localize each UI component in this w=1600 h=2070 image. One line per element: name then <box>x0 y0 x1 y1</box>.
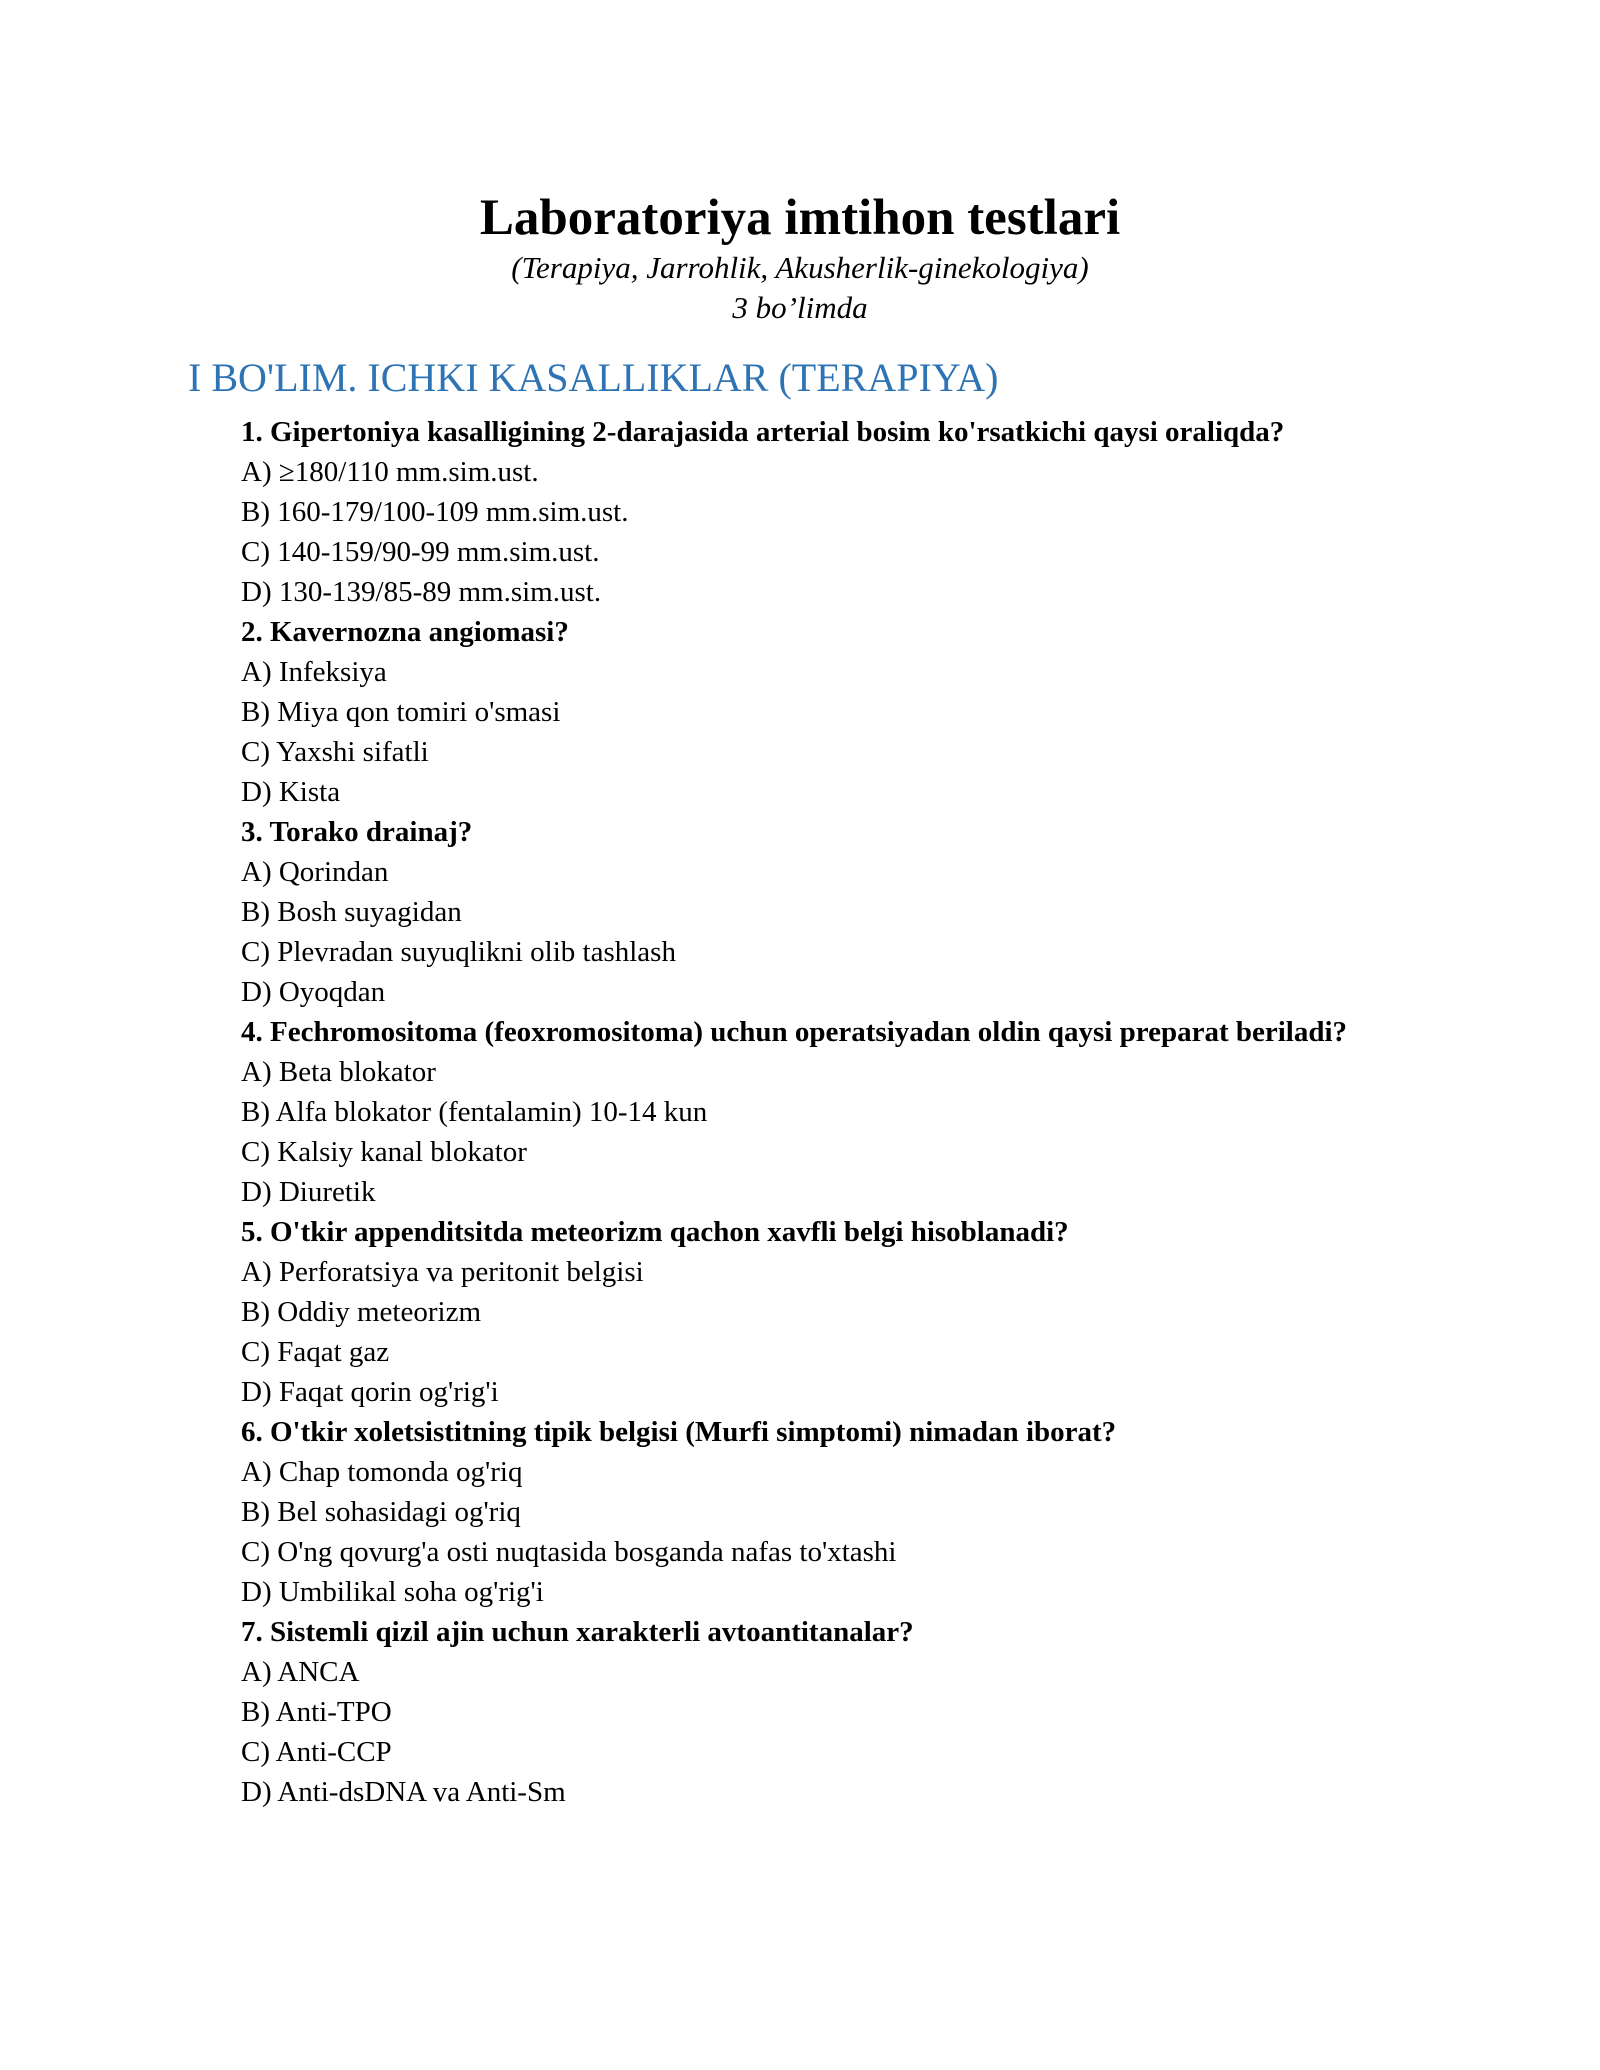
answer-option: C) Plevradan suyuqlikni olib tashlash <box>241 936 676 968</box>
document-title: Laboratoriya imtihon testlari <box>479 190 1121 246</box>
question-block <box>241 412 1381 612</box>
answer-option: B) Miya qon tomiri o'smasi <box>241 696 561 728</box>
answer-option: C) Faqat gaz <box>241 1336 390 1368</box>
question-block <box>241 1412 1381 1612</box>
answer-option: A) Perforatsiya va peritonit belgisi <box>241 1256 644 1288</box>
answer-option: B) Bel sohasidagi og'riq <box>241 1496 521 1528</box>
question-block <box>241 612 1381 812</box>
question-text: 5. O'tkir appenditsitda meteorizm qachon xavfli belgi hisoblanadi? <box>241 1216 1069 1248</box>
answer-option: C) O'ng qovurg'a osti nuqtasida bosganda nafas to'xtashi <box>241 1536 897 1568</box>
question-block <box>241 1212 1381 1412</box>
answer-option: D) Umbilikal soha og'rig'i <box>241 1576 544 1608</box>
answer-option: C) Kalsiy kanal blokator <box>241 1136 527 1168</box>
question-block <box>241 1612 1381 1812</box>
answer-option: A) Beta blokator <box>241 1056 436 1088</box>
question-block <box>241 1012 1381 1212</box>
answer-option: D) Diuretik <box>241 1176 376 1208</box>
document-subtitle: (Terapiya, Jarrohlik, Akusherlik-ginekologiya) <box>511 250 1089 285</box>
question-text: 6. O'tkir xoletsistitning tipik belgisi (Murfi simptomi) nimadan iborat? <box>241 1416 1117 1448</box>
question-text: 3. Torako drainaj? <box>241 816 473 848</box>
answer-option: C) Yaxshi sifatli <box>241 736 429 768</box>
answer-option: D) Oyoqdan <box>241 976 386 1008</box>
question-block <box>241 812 1381 1012</box>
section-heading: I BO'LIM. ICHKI KASALLIKLAR (TERAPIYA) <box>188 355 999 400</box>
answer-option: A) ≥180/110 mm.sim.ust. <box>241 456 539 488</box>
answer-option: B) Bosh suyagidan <box>241 896 462 928</box>
document-subtitle-sections: 3 bo’limda <box>732 290 868 325</box>
answer-option: C) 140-159/90-99 mm.sim.ust. <box>241 536 600 568</box>
question-text: 7. Sistemli qizil ajin uchun xarakterli avtoantitanalar? <box>241 1616 914 1648</box>
answer-option: D) Kista <box>241 776 341 808</box>
answer-option: B) Oddiy meteorizm <box>241 1296 482 1328</box>
answer-option: D) 130-139/85-89 mm.sim.ust. <box>241 576 602 608</box>
answer-option: B) Anti-TPO <box>241 1696 392 1728</box>
answer-option: A) Infeksiya <box>241 656 387 688</box>
answer-option: B) Alfa blokator (fentalamin) 10-14 kun <box>241 1096 708 1128</box>
answer-option: A) Chap tomonda og'riq <box>241 1456 523 1488</box>
answer-option: B) 160-179/100-109 mm.sim.ust. <box>241 496 629 528</box>
question-text: 1. Gipertoniya kasalligining 2-darajasida arterial bosim ko'rsatkichi qaysi oraliqda? <box>241 416 1285 448</box>
question-list <box>241 412 1381 1812</box>
question-text: 4. Fechromositoma (feoxromositoma) uchun operatsiyadan oldin qaysi preparat beriladi? <box>241 1016 1348 1048</box>
answer-option: D) Anti-dsDNA va Anti-Sm <box>241 1776 566 1808</box>
question-text: 2. Kavernozna angiomasi? <box>241 616 569 648</box>
answer-option: A) Qorindan <box>241 856 389 888</box>
answer-option: C) Anti-CCP <box>241 1736 392 1768</box>
answer-option: A) ANCA <box>241 1656 360 1688</box>
answer-option: D) Faqat qorin og'rig'i <box>241 1376 499 1408</box>
